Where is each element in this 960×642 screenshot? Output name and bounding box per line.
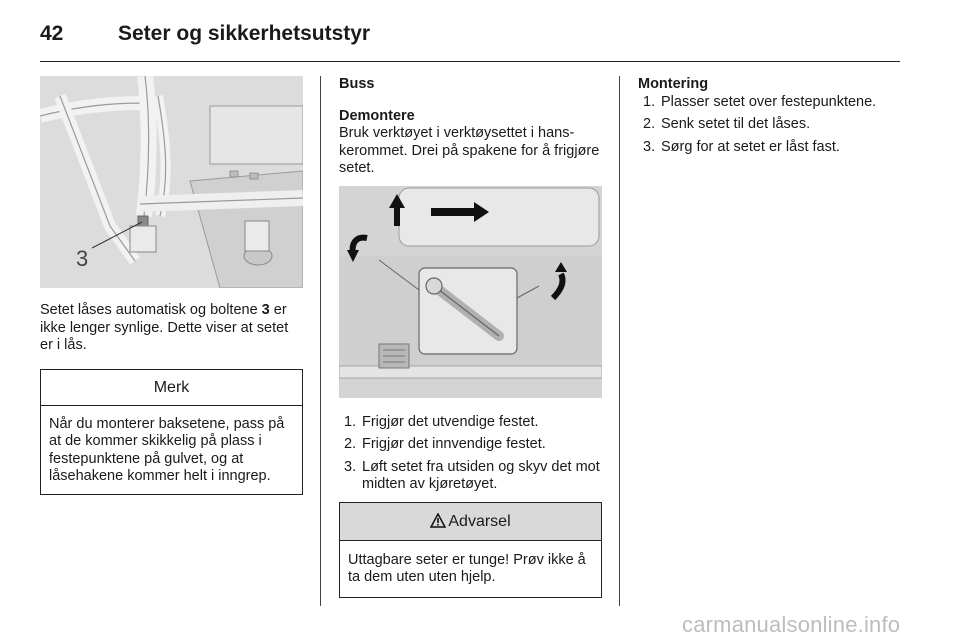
left-column bbox=[40, 76, 303, 495]
column-divider-left bbox=[320, 76, 321, 606]
note-title: Merk bbox=[41, 370, 302, 406]
middle-column bbox=[339, 76, 602, 598]
seat-lock-illustration bbox=[40, 76, 303, 288]
seat-release-drawing bbox=[339, 186, 602, 398]
warning-body: Uttagbare seter er tunge! Prøv ikke å ta dem uten uten hjelp. bbox=[348, 551, 586, 585]
list-item: 2. Senk setet til det låses. bbox=[643, 116, 811, 132]
warning-title: Advarsel bbox=[448, 512, 511, 530]
page-header bbox=[40, 18, 900, 62]
list-item: 1. Frigjør det utvendige festet. bbox=[344, 413, 539, 430]
right-column bbox=[638, 76, 908, 161]
note-body: Når du monterer baksetene, pass på at de kommer skikkelig på plass i festepunktene på gulvet, og at låsehakene kommer helt i inngrep. bbox=[49, 415, 285, 484]
note-box bbox=[40, 369, 303, 495]
bolt-callout-ref: 3 bbox=[261, 302, 270, 318]
seat-release-illustration bbox=[339, 186, 602, 398]
list-item: 2. Frigjør det innvendige festet. bbox=[344, 436, 546, 452]
list-item: 1. Plasser setet over festepunktene. bbox=[643, 93, 877, 110]
section-heading-buss: Buss bbox=[339, 76, 375, 92]
lock-description: Setet låses automatisk og boltene 3 er ikke lenger synlige. Dette viser at setet er i lås. bbox=[40, 302, 289, 353]
list-item: 3. Løft setet fra utsiden og skyv det mot midten av kjøretøyet. bbox=[344, 458, 600, 492]
warning-header bbox=[340, 503, 601, 541]
section-heading-montering: Montering bbox=[638, 76, 709, 92]
removal-steps bbox=[339, 414, 602, 494]
warning-triangle-icon bbox=[430, 505, 446, 543]
page-title: Seter og sikkerhetsutstyr bbox=[118, 22, 371, 45]
seat-lock-drawing bbox=[40, 76, 303, 288]
installation-steps bbox=[638, 94, 908, 157]
column-divider-right bbox=[619, 76, 620, 606]
removal-intro: Bruk verktøyet i verktøysettet i hanskerommet. Drei på spakene for å frigjøre setet. bbox=[339, 125, 600, 176]
warning-box bbox=[339, 502, 602, 598]
list-item: 3. Sørg for at setet er låst fast. bbox=[643, 138, 840, 155]
watermark-text: carmanualsonline.info bbox=[682, 612, 901, 637]
page-number: 42 bbox=[40, 22, 64, 45]
callout-number-3: 3 bbox=[76, 246, 89, 271]
subheading-demontere: Demontere bbox=[339, 107, 415, 124]
